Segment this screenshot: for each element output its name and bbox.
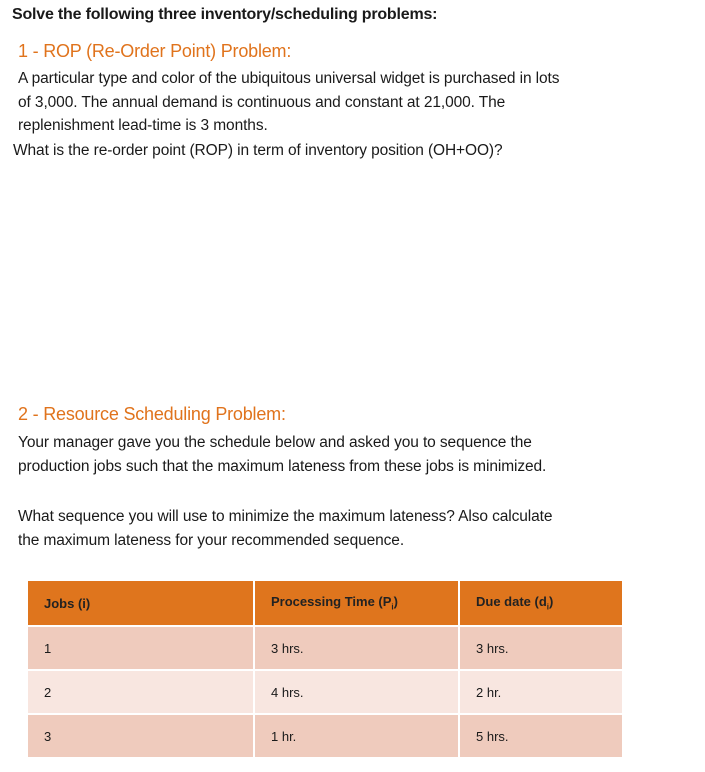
problem1-line: of 3,000. The annual demand is continuous and constant at 21,000. The [18, 93, 506, 111]
problem2-question-line: the maximum lateness for your recommended sequence. [18, 531, 405, 549]
problem1-description [18, 67, 559, 138]
table-row [28, 715, 622, 759]
header-processing-label: Processing Time (P [271, 594, 392, 610]
cell-processing: 1 hr. [255, 715, 460, 759]
header-due-label: Due date (d [476, 594, 547, 610]
cell-due: 2 hr. [460, 671, 622, 715]
cell-processing: 4 hrs. [255, 671, 460, 715]
header-processing-end: ) [393, 594, 398, 610]
problem2-intro-line: production jobs such that the maximum lateness from these jobs is minimized. [18, 457, 547, 475]
schedule-table [28, 579, 622, 759]
table-header-row [28, 579, 622, 627]
header-processing-time [255, 579, 460, 627]
problem2-intro-line: Your manager gave you the schedule below and asked you to sequence the [18, 434, 532, 451]
problem2-question-line: What sequence you will use to minimize the maximum lateness? Also calculate [18, 508, 553, 525]
problem2-title: 2 - Resource Scheduling Problem: [18, 404, 286, 424]
problem1-title: 1 - ROP (Re-Order Point) Problem: [18, 41, 292, 61]
cell-due: 3 hrs. [460, 627, 622, 671]
problem1-question [13, 139, 503, 163]
problem1-question-line: What is the re-order point (ROP) in term of inventory position (OH+OO)? [13, 142, 503, 159]
table-row [28, 671, 622, 715]
cell-due: 5 hrs. [460, 715, 622, 759]
problem1-line: replenishment lead-time is 3 months. [18, 117, 268, 134]
table-row [28, 627, 622, 671]
cell-processing: 3 hrs. [255, 627, 460, 671]
problem2-intro [18, 431, 546, 478]
header-processing-sub: i [391, 602, 394, 612]
header-due-sub: i [546, 602, 550, 612]
header-due-date [460, 579, 622, 627]
cell-job: 2 [28, 671, 255, 715]
page-heading: Solve the following three inventory/scheduling problems: [12, 6, 438, 23]
header-due-end: ) [549, 594, 554, 610]
header-jobs: Jobs (i) [28, 579, 255, 627]
problem1-line: A particular type and color of the ubiquitous universal widget is purchased in lots [18, 70, 560, 87]
cell-job: 1 [28, 627, 255, 671]
cell-job: 3 [28, 715, 255, 759]
problem2-question [18, 505, 552, 552]
